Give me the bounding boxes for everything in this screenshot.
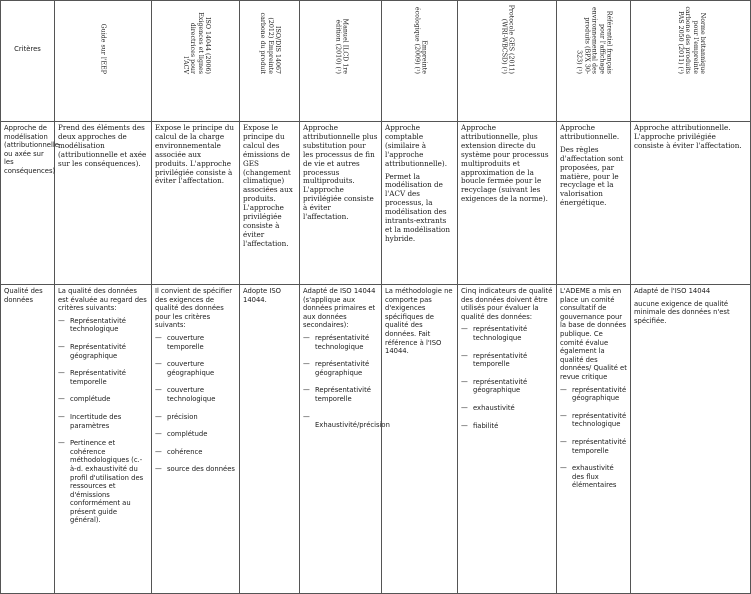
header-col-6-text: Protocole GES (2011) (WRI-WBCSD) (¹) — [500, 4, 515, 74]
row1-cell-7-para-1: Approche attributionnelle. — [560, 123, 620, 141]
list-item: — source des données — [155, 465, 235, 474]
header-col-6 — [458, 1, 557, 122]
row1-cell-3: Expose le principe du calcul des émissions de GES (changement climatique) associées aux produits. L'approche privilégiée consiste à éviter l'affectation. — [240, 122, 300, 285]
row1-cell-4: Approche attributionnelle plus substitution pour les processus de fin de vie et autres processus multiproduits. L'approche privilégiée consiste à éviter l'affectation. — [300, 122, 382, 285]
list-item: — couverture technologique — [155, 386, 216, 403]
header-col-4-text: Manuel ILCD 1re édition (2010) (¹) — [333, 18, 348, 74]
header-col-8-text: Norme britannique pour l'empreinte carbone des produits PAS 2050 (2011) (¹) — [676, 6, 706, 74]
row2-cell-6-list — [461, 325, 553, 430]
row1-cell-5-para-2: Permet la modélisation de l'ACV des processus, la modélisation des intrants-extrants et la modélisation hybride. — [385, 171, 451, 243]
header-col-2 — [152, 1, 240, 122]
list-item: — Représentativité temporelle — [58, 369, 126, 386]
list-item: — représentativité temporelle — [461, 351, 528, 369]
row2-cell-2-list — [155, 334, 236, 474]
row1-cell-6: Approche attributionnelle, plus extension directe du système pour processus multiproduits et approximation de la boucle fermée pour le recyclage (suivant les exigences de la norme). — [458, 122, 557, 285]
list-item: — représentativité géographique — [461, 377, 528, 395]
row2-cell-7-intro: L'ADEME a mis en place un comité consultatif de gouvernance pour la base de données publique. Ce comité évalue également la qualité des données/ Qualité et revue critique — [560, 287, 627, 381]
header-col-3 — [240, 1, 300, 122]
list-item: — Pertinence et cohérence méthodologiques (c.-à-d. exhaustivité du profil d'utilisation des ressources et d'émissions conformément au présent guide général). — [58, 439, 144, 525]
list-item: — représentativité géographique — [303, 360, 370, 377]
list-item: — précision — [155, 412, 198, 421]
row-data-quality — [1, 285, 751, 594]
header-row — [1, 1, 751, 122]
row2-label: Qualité des données — [1, 285, 55, 594]
row2-cell-2 — [152, 285, 240, 594]
list-item: — représentativité technologique — [461, 325, 528, 342]
row1-cell-1: Prend des éléments des deux approches de modélisation (attributionnelle et axée sur les conséquences). — [55, 122, 152, 285]
header-col-7 — [557, 1, 631, 122]
row2-cell-5: La méthodologie ne comporte pas d'exigences spécifiques de qualité des données. Fait référence à l'ISO 14044. — [382, 285, 458, 594]
row2-cell-1-intro: La qualité des données est évaluée au regard des critères suivants: — [58, 287, 147, 313]
row1-label: Approche de modélisation (attributionnelle ou axée sur les conséquences) — [1, 122, 55, 285]
header-criteria: Critères — [1, 1, 55, 122]
header-col-1-text: Guide sur l'EEP — [99, 23, 107, 74]
row2-cell-6 — [458, 285, 557, 594]
row2-cell-6-intro: Cinq indicateurs de qualité des données doivent être utilisés pour évaluer la qualité des données: — [461, 287, 553, 321]
header-col-5 — [382, 1, 458, 122]
header-col-7-text: Référentiel français pour l'affichage environnemental des produits (BPX 30-323) (¹) — [575, 6, 613, 74]
row2-cell-4-intro: Adapté de ISO 14044 (s'applique aux données primaires et aux données secondaires): — [303, 287, 376, 330]
list-item: — Représentativité géographique — [58, 342, 126, 360]
list-item: — couverture géographique — [155, 360, 215, 377]
header-col-5-text: Empreinte écologique (2009) (¹) — [412, 6, 427, 74]
row1-cell-7-para-2: Des règles d'affectation sont proposées, par matière, pour le recyclage et la valorisation énergétique. — [560, 144, 624, 208]
list-item: — représentativité géographique — [560, 385, 627, 403]
row2-cell-8-para-2: aucune exigence de qualité minimale des données n'est spécifiée. — [634, 299, 730, 325]
row2-cell-1 — [55, 285, 152, 594]
header-col-3-text: ISO/DIS 14067 (2012) Empreinte carbone du produit — [258, 12, 281, 74]
list-item: — exhaustivité — [461, 403, 515, 412]
header-col-8 — [631, 1, 751, 122]
header-col-2-text: ISO 14044 (2006) Exigences et lignes directrices pour l'ACV — [181, 12, 211, 74]
list-item: — Représentativité technologique — [58, 316, 126, 334]
row2-cell-4-list — [303, 333, 390, 430]
list-item: —Exhaustivité/précision — [303, 412, 390, 430]
row2-cell-8-para-1: Adapté de l'ISO 14044 — [634, 287, 711, 295]
list-item: — complétude — [155, 430, 208, 439]
row2-cell-8 — [631, 285, 751, 594]
row-modelling-approach — [1, 122, 751, 285]
list-item: — représentativité technologique — [560, 411, 627, 429]
list-item: — complétude — [58, 395, 111, 404]
row1-cell-8: Approche attributionnelle. L'approche privilégiée consiste à éviter l'affectation. — [631, 122, 751, 285]
header-col-1 — [55, 1, 152, 122]
header-col-4 — [300, 1, 382, 122]
row2-cell-1-list — [58, 317, 148, 525]
list-item: — cohérence — [155, 447, 203, 456]
list-item: — couverture temporelle — [155, 333, 205, 351]
row2-cell-7-list — [560, 386, 627, 490]
list-item: — fiabilité — [461, 421, 499, 430]
row1-cell-5-para-1: Approche comptable (similaire à l'approche attributionnelle). — [385, 123, 447, 168]
list-item: — Incertitude des paramètres — [58, 412, 122, 430]
row1-cell-2: Expose le principe du calcul de la charge environnementale associée aux produits. L'approche privilégiée consiste à éviter l'affectation. — [152, 122, 240, 285]
row1-cell-7 — [557, 122, 631, 285]
row2-cell-7 — [557, 285, 631, 594]
row2-cell-2-intro: Il convient de spécifier des exigences de qualité des données pour les critères suivants: — [155, 287, 233, 330]
row2-cell-4 — [300, 285, 390, 594]
list-item: — Représentativité temporelle — [303, 386, 371, 403]
row2-cell-3: Adopte ISO 14044. — [240, 285, 300, 594]
list-item: — représentativité temporelle — [560, 437, 627, 455]
row1-cell-5 — [382, 122, 458, 285]
list-item: — représentativité technologique — [303, 333, 370, 351]
list-item: — exhaustivité des flux élémentaires — [560, 464, 617, 490]
